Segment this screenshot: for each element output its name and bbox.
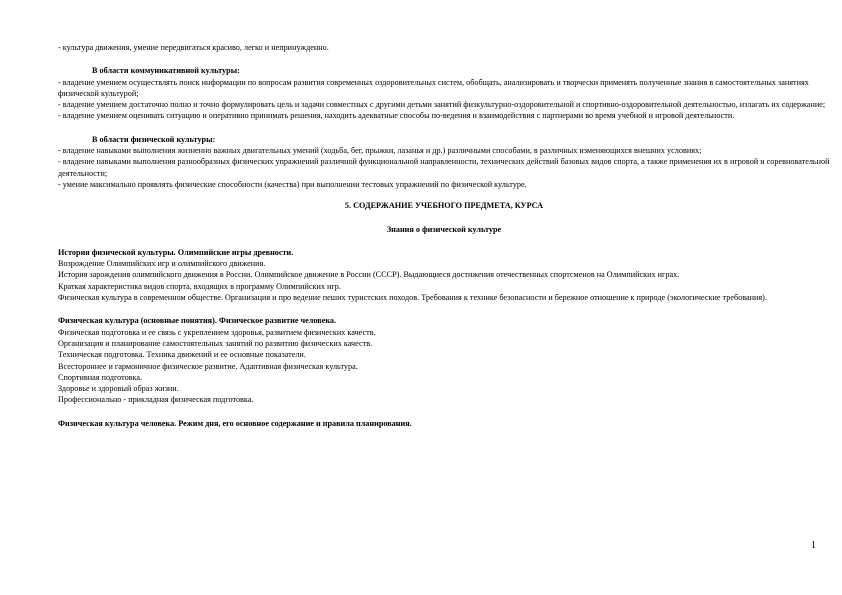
history-line-3: Краткая характеристика видов спорта, входящих в программу Олимпийских игр. <box>58 281 341 291</box>
spacer <box>58 212 830 224</box>
spacer <box>58 190 830 200</box>
history-heading: История физической культуры. Олимпийские игры древности. <box>58 247 294 257</box>
document-body <box>58 42 830 429</box>
concepts-line-6: Здоровье и здоровый образ жизни. <box>58 384 179 394</box>
communicative-item-1: - владение умением осуществлять поиск информации по вопросам развития современных оздоровительных систем, обобщать, анализировать и творчески применять полученные знания в самостоятельных занятиях физической культурой; <box>58 77 809 98</box>
history-line-4: Физическая культура в современном обществе. Организация и про ведение пеших туристских походов. Требования к технике безопасности и бережное отношение к природе (экологические требования). <box>58 293 767 303</box>
spacer <box>58 406 830 418</box>
subsection-title: Знания о физической культуре <box>386 224 502 234</box>
concepts-line-7: Профессионально - прикладная физическая подготовка. <box>58 395 254 405</box>
spacer <box>58 303 830 315</box>
history-line-1: Возрождение Олимпийских игр и олимпийского движения. <box>58 259 266 269</box>
physical-item-2: - владение навыками выполнения разнообразных физических упражнений различной функциональной направленности, технических действий базовых видов спорта, а также применения их в игровой и соревновательной деятельности; <box>58 157 830 178</box>
concepts-line-5: Спортивная подготовка. <box>58 372 143 382</box>
concepts-line-4: Всестороннее и гармоничное физическое развитие. Адаптивная физическая культура. <box>58 361 358 371</box>
page-number: 1 <box>811 540 816 551</box>
spacer <box>58 235 830 247</box>
concepts-heading: Физическая культура (основные понятия). Физическое развитие человека. <box>58 316 337 326</box>
person-heading: Физическая культура человека. Режим дня, его основное содержание и правила планирования. <box>58 418 412 428</box>
motor-culture-line: - культура движения, умение передвигаться красиво, легко и непринужденно. <box>58 43 329 52</box>
physical-item-1: - владение навыками выполнения жизненно важных двигательных умений (ходьба, бег, прыжки, лазанья и др.) различными способами, в различных изменяющихся внешних условиях; <box>58 146 702 156</box>
physical-heading: В области физической культуры: <box>92 134 216 144</box>
history-line-2: История зарождения олимпийского движения в России. Олимпийское движение в России (СССР). Выдающиеся достижения отечественных спортсменов на Олимпийских играх. <box>58 270 680 280</box>
communicative-item-3: - владение умением оценивать ситуацию и оперативно принимать решения, находить адекватные способы по-ведения и взаимодействия с партнерами во время учебной и игровой деятельности. <box>58 111 735 121</box>
concepts-line-3: Техническая подготовка. Техника движений и ее основные показатели. <box>58 350 306 360</box>
communicative-heading: В области коммуникативной культуры: <box>92 66 240 76</box>
spacer <box>58 122 830 134</box>
physical-item-3: - умение максимально проявлять физические способности (качества) при выполнении тестовых упражнений по физической культуре. <box>58 179 527 189</box>
concepts-line-2: Организация и планирование самостоятельных занятий по развитию физических качеств. <box>58 338 373 348</box>
concepts-line-1: Физическая подготовка и ее связь с укреплением здоровья, развитием физических качеств. <box>58 327 376 337</box>
communicative-item-2: - владение умением достаточно полно и точно формулировать цель и задачи совместных с другими детьми занятий физкультурно-оздоровительной и спортивно-оздоровительной деятельностью, излагать их содержание; <box>58 100 826 110</box>
section-title: 5. СОДЕРЖАНИЕ УЧЕБНОГО ПРЕДМЕТА, КУРСА <box>344 201 544 211</box>
spacer <box>58 53 830 65</box>
